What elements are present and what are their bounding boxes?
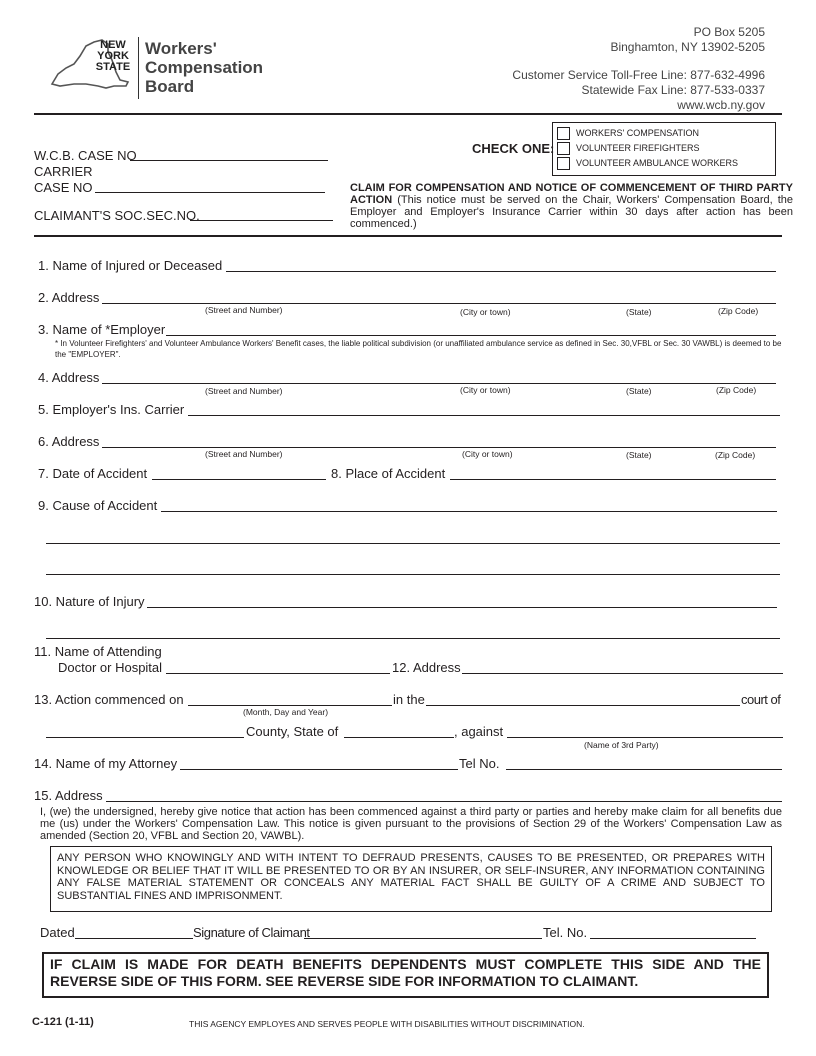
claim-title — [350, 182, 793, 230]
accident-cause-line[interactable] — [46, 574, 780, 575]
injury-nature-field[interactable] — [147, 607, 777, 608]
ins-carrier-field[interactable] — [188, 415, 780, 416]
case-no-label: CASE NO — [34, 180, 93, 195]
zip-hint: (Zip Code) — [715, 450, 756, 460]
zip-hint: (Zip Code) — [716, 385, 757, 395]
state-field[interactable] — [344, 737, 454, 738]
signature-label: Signature of Claimant — [193, 925, 310, 940]
accident-cause-line[interactable] — [46, 543, 780, 544]
doctor-hospital-label: Doctor or Hospital — [58, 660, 163, 675]
address-line: PO Box 5205 — [693, 25, 765, 39]
doctor-address-label: 12. Address — [392, 660, 461, 675]
check-one-box — [552, 122, 776, 176]
death-benefits-text: IF CLAIM IS MADE FOR DEATH BENEFITS DEPENDENTS MUST COMPLETE THIS SIDE AND THE REVERSE SIDE OF THIS FORM. SEE REVERSE SIDE FOR INFORMATION TO CLAIMANT. — [50, 956, 761, 989]
logo-state-text — [95, 40, 131, 73]
carrier-address-field[interactable] — [102, 447, 776, 448]
accident-date-label: 7. Date of Accident — [38, 466, 148, 481]
logo-state-line: STATE — [95, 61, 131, 73]
doctor-hospital-field[interactable] — [166, 673, 390, 674]
attorney-field[interactable] — [180, 769, 458, 770]
employer-name-field[interactable] — [166, 335, 776, 336]
website: www.wcb.ny.gov — [677, 98, 765, 112]
claimant-tel-field[interactable] — [590, 938, 756, 939]
attending-label: 11. Name of Attending — [34, 644, 162, 659]
notice-text: I, (we) the undersigned, hereby give notice that action has been commenced against a third party or parties and hereby make claim for all benefits due me (us) under the Workers' Compensation Law. This notice is given pursuant to the provisions of Section 29 of the Workers' Compensation Law as amended (Section 20, VFBL and Section 20, VAWBL). — [40, 806, 782, 842]
accident-cause-label: 9. Cause of Accident — [38, 498, 158, 513]
nondiscrimination-statement: THIS AGENCY EMPLOYES AND SERVES PEOPLE WITH DISABILITIES WITHOUT DISCRIMINATION. — [189, 1019, 585, 1029]
signature-field[interactable] — [304, 938, 542, 939]
street-hint: (Street and Number) — [205, 386, 283, 396]
attorney-label: 14. Name of my Attorney — [34, 756, 178, 771]
logo-name-line: Compensation — [145, 58, 264, 77]
employer-name-label: 3. Name of *Employer — [38, 322, 166, 337]
case-no-field[interactable] — [95, 192, 325, 193]
injured-address-field[interactable] — [102, 303, 776, 304]
check-option-label: VOLUNTEER AMBULANCE WORKERS — [576, 158, 739, 168]
doctor-address-field[interactable] — [462, 673, 783, 674]
injured-address-label: 2. Address — [38, 290, 100, 305]
accident-place-field[interactable] — [450, 479, 776, 480]
dated-field[interactable] — [75, 938, 193, 939]
logo-state-line: NEW — [100, 39, 126, 51]
toll-free-line: Customer Service Toll-Free Line: 877-632-4996 — [512, 68, 765, 82]
attorney-address-label: 15. Address — [34, 788, 103, 803]
date-hint: (Month, Day and Year) — [243, 707, 329, 717]
employer-footnote: * In Volunteer Firefighters' and Volunteer Ambulance Workers' Benefit cases, the liable political subdivision (or unaffiliated ambulance service as defined in Sec. 30,VFBL or Sec. 30 VAWBL) is deemed to be the "EMPLOYER". — [55, 339, 782, 359]
logo-state-line: YORK — [97, 50, 129, 62]
county-label: County, State of — [246, 724, 339, 739]
check-option-label: VOLUNTEER FIREFIGHTERS — [576, 143, 700, 153]
state-hint: (State) — [626, 386, 652, 396]
injured-name-field[interactable] — [226, 271, 776, 272]
claimant-ssn-label: CLAIMANT'S SOC.SEC.NO. — [34, 208, 200, 223]
injury-nature-label: 10. Nature of Injury — [34, 594, 145, 609]
ins-carrier-label: 5. Employer's Ins. Carrier — [38, 402, 185, 417]
claim-title-rest: (This notice must be served on the Chair, Workers' Compensation Board, the Employer and Employer's Insurance Carrier within 30 days after action has been commenced.) — [350, 194, 793, 230]
street-hint: (Street and Number) — [205, 305, 283, 315]
action-date-field[interactable] — [188, 705, 392, 706]
state-hint: (State) — [626, 307, 652, 317]
wcb-case-no-field[interactable] — [130, 160, 328, 161]
check-option-label: WORKERS' COMPENSATION — [576, 128, 700, 138]
fraud-warning-box — [50, 846, 772, 912]
header-rule — [34, 113, 782, 115]
claimant-tel-label: Tel. No. — [543, 925, 588, 940]
third-party-field[interactable] — [507, 737, 783, 738]
address-line: Binghamton, NY 13902-5205 — [610, 40, 765, 54]
check-one-label: CHECK ONE: — [472, 141, 555, 156]
logo-name-line: Workers' — [145, 39, 217, 58]
accident-place-label: 8. Place of Accident — [331, 466, 446, 481]
logo-divider — [138, 37, 139, 99]
court-label: in the — [393, 692, 425, 707]
county-field[interactable] — [46, 737, 244, 738]
fax-line: Statewide Fax Line: 877-533-0337 — [581, 83, 765, 97]
employer-address-field[interactable] — [102, 383, 776, 384]
street-hint: (Street and Number) — [205, 449, 283, 459]
action-date-label: 13. Action commenced on — [34, 692, 184, 707]
carrier-address-label: 6. Address — [38, 434, 100, 449]
court-field[interactable] — [426, 705, 740, 706]
against-label: , against — [454, 724, 504, 739]
zip-hint: (Zip Code) — [718, 306, 759, 316]
employer-address-label: 4. Address — [38, 370, 100, 385]
third-party-hint: (Name of 3rd Party) — [584, 740, 659, 750]
section-rule — [34, 235, 782, 237]
carrier-label: CARRIER — [34, 164, 93, 179]
claim-title-bold: CLAIM FOR COMPENSATION AND NOTICE OF COMMENCEMENT OF THIRD PARTY ACTION — [350, 182, 793, 206]
attorney-tel-label: Tel No. — [459, 756, 500, 771]
claimant-ssn-field[interactable] — [190, 220, 333, 221]
state-hint: (State) — [626, 450, 652, 460]
wcb-case-no-label: W.C.B. CASE NO — [34, 148, 137, 163]
city-hint: (City or town) — [462, 449, 513, 459]
city-hint: (City or town) — [460, 385, 511, 395]
injury-nature-line[interactable] — [46, 638, 780, 639]
attorney-tel-field[interactable] — [506, 769, 782, 770]
form-id: C-121 (1-11) — [32, 1016, 94, 1028]
logo-name-line: Board — [145, 77, 195, 96]
workers-comp-checkbox[interactable] — [557, 127, 570, 140]
volunteer-firefighters-checkbox[interactable] — [557, 142, 570, 155]
fraud-warning-text: ANY PERSON WHO KNOWINGLY AND WITH INTENT TO DEFRAUD PRESENTS, CAUSES TO BE PRESENTED, OR PREPARES WITH KNOWLEDGE OR BELIEF THAT IT WILL BE PRESENTED TO OR BY AN INSURER, OR SELF-INSURER, ANY INFORMATION CONTAINING ANY FALSE MATERIAL STATEMENT OR CONCEALS ANY MATERIAL FACT SHALL BE GUILTY OF A CRIME AND SUBJECT TO SUBSTANTIAL FINES AND IMPRISONMENT. — [57, 852, 765, 902]
accident-date-field[interactable] — [152, 479, 326, 480]
volunteer-ambulance-checkbox[interactable] — [557, 157, 570, 170]
court-of-label: court of — [741, 692, 781, 707]
agency-address — [512, 25, 765, 113]
accident-cause-field[interactable] — [161, 511, 777, 512]
city-hint: (City or town) — [460, 307, 511, 317]
dated-label: Dated — [40, 925, 75, 940]
death-benefits-box — [42, 952, 769, 998]
attorney-address-field[interactable] — [106, 801, 782, 802]
injured-name-label: 1. Name of Injured or Deceased — [38, 258, 223, 273]
